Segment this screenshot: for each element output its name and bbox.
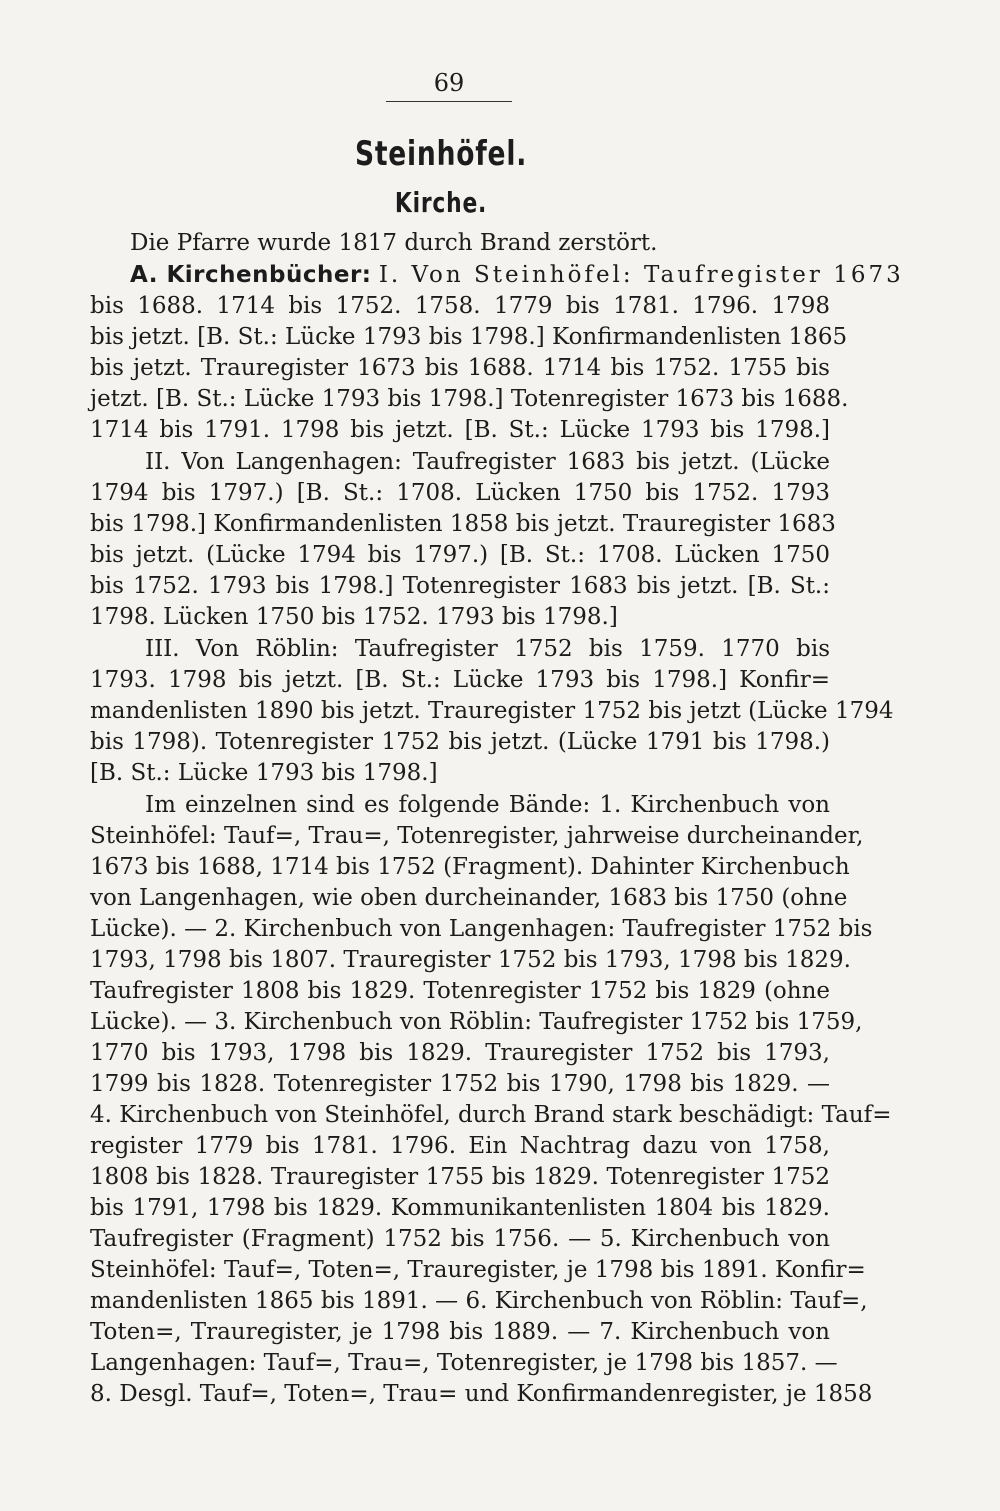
text-line: bis jetzt. [B. St.: Lücke 1793 bis 1798.] Konfirmandenlisten 1865	[90, 324, 848, 350]
text-line: Toten=, Trauregister, je 1798 bis 1889. — 7. Kirchenbuch von	[90, 1319, 830, 1345]
text-line: Langenhagen: Tauf=, Trau=, Totenregister, je 1798 bis 1857. —	[90, 1350, 838, 1376]
text-line: bis jetzt. Trauregister 1673 bis 1688. 1714 bis 1752. 1755 bis	[90, 355, 830, 381]
text-line: III. Von Röblin: Taufregister 1752 bis 1759. 1770 bis	[145, 636, 830, 662]
text-line: 1673 bis 1688, 1714 bis 1752 (Fragment). Dahinter Kirchenbuch	[90, 854, 850, 880]
text-line: Die Pfarre wurde 1817 durch Brand zerstört.	[130, 230, 658, 256]
text-line: Taufregister 1808 bis 1829. Totenregister 1752 bis 1829 (ohne	[90, 978, 830, 1004]
text-line: Steinhöfel: Tauf=, Trau=, Totenregister, jahrweise durcheinander,	[90, 823, 864, 849]
text-line: 1770 bis 1793, 1798 bis 1829. Trauregister 1752 bis 1793,	[90, 1040, 830, 1066]
text-line: bis 1798.] Konfirmandenlisten 1858 bis jetzt. Trauregister 1683	[90, 511, 836, 537]
text-line: 1798. Lücken 1750 bis 1752. 1793 bis 1798.]	[90, 604, 618, 630]
text-line: bis 1688. 1714 bis 1752. 1758. 1779 bis 1781. 1796. 1798	[90, 293, 830, 319]
text-line: mandenlisten 1890 bis jetzt. Trauregister 1752 bis jetzt (Lücke 1794	[90, 698, 894, 724]
text-line: Im einzelnen sind es folgende Bände: 1. Kirchenbuch von	[145, 792, 830, 818]
text-line: Lücke). — 2. Kirchenbuch von Langenhagen: Taufregister 1752 bis	[90, 916, 873, 942]
text-line: 8. Desgl. Tauf=, Toten=, Trau= und Konfirmandenregister, je 1858	[90, 1381, 873, 1407]
subheading-kirchenbuecher: A. Kirchenbücher:	[130, 262, 372, 288]
text-line: II. Von Langenhagen: Taufregister 1683 bis jetzt. (Lücke	[145, 449, 830, 475]
text-line: bis jetzt. (Lücke 1794 bis 1797.) [B. St.: 1708. Lücken 1750	[90, 542, 830, 568]
section-title: Kirche.	[394, 186, 488, 219]
text-line: Taufregister (Fragment) 1752 bis 1756. — 5. Kirchenbuch von	[90, 1226, 830, 1252]
page-number: 69	[433, 69, 465, 97]
text-line: jetzt. [B. St.: Lücke 1793 bis 1798.] Totenregister 1673 bis 1688.	[90, 386, 849, 412]
text-line: I. Von Steinhöfel: Taufregister 1673	[378, 262, 904, 288]
page-number-rule	[386, 101, 512, 102]
place-title: Steinhöfel.	[354, 134, 528, 174]
text-line: 1794 bis 1797.) [B. St.: 1708. Lücken 1750 bis 1752. 1793	[90, 480, 830, 506]
text-line: 1808 bis 1828. Trauregister 1755 bis 1829. Totenregister 1752	[90, 1164, 830, 1190]
text-line: bis 1752. 1793 bis 1798.] Totenregister 1683 bis jetzt. [B. St.:	[90, 573, 830, 599]
text-line-subheading	[130, 260, 904, 290]
text-line: [B. St.: Lücke 1793 bis 1798.]	[90, 760, 438, 786]
text-line: Lücke). — 3. Kirchenbuch von Röblin: Taufregister 1752 bis 1759,	[90, 1009, 863, 1035]
text-line: 1714 bis 1791. 1798 bis jetzt. [B. St.: Lücke 1793 bis 1798.]	[90, 417, 830, 443]
text-line: 1793. 1798 bis jetzt. [B. St.: Lücke 1793 bis 1798.] Konfir=	[90, 667, 830, 693]
text-line: von Langenhagen, wie oben durcheinander, 1683 bis 1750 (ohne	[90, 885, 848, 911]
text-line: 4. Kirchenbuch von Steinhöfel, durch Brand stark beschädigt: Tauf=	[90, 1102, 892, 1128]
text-line: register 1779 bis 1781. 1796. Ein Nachtrag dazu von 1758,	[90, 1133, 830, 1159]
text-line: mandenlisten 1865 bis 1891. — 6. Kirchenbuch von Röblin: Tauf=,	[90, 1288, 868, 1314]
text-line: Steinhöfel: Tauf=, Toten=, Trauregister, je 1798 bis 1891. Konfir=	[90, 1257, 866, 1283]
text-line: 1793, 1798 bis 1807. Trauregister 1752 bis 1793, 1798 bis 1829.	[90, 947, 851, 973]
text-line: bis 1798). Totenregister 1752 bis jetzt. (Lücke 1791 bis 1798.)	[90, 729, 830, 755]
text-line: bis 1791, 1798 bis 1829. Kommunikantenlisten 1804 bis 1829.	[90, 1195, 830, 1221]
text-line: 1799 bis 1828. Totenregister 1752 bis 1790, 1798 bis 1829. —	[90, 1071, 830, 1097]
